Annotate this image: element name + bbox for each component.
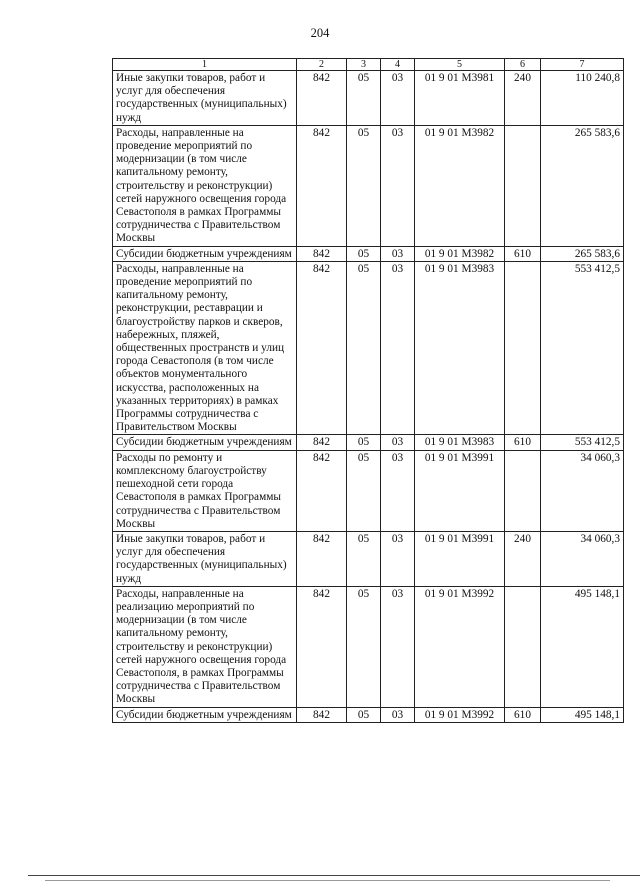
expense-name-cell: Иные закупки товаров, работ и услуг для обеспечения государственных (муниципальных) нужд xyxy=(113,71,297,126)
section-cell: 05 xyxy=(347,71,381,126)
section-cell: 05 xyxy=(347,707,381,722)
table-row xyxy=(113,531,624,586)
table-row xyxy=(113,450,624,531)
section-cell: 05 xyxy=(347,261,381,435)
section-cell: 05 xyxy=(347,125,381,246)
subsection-cell: 03 xyxy=(381,435,415,450)
expense-type-cell xyxy=(505,450,541,531)
ministry-code-cell: 842 xyxy=(297,707,347,722)
section-cell: 05 xyxy=(347,435,381,450)
expense-name-cell: Субсидии бюджетным учреждениям xyxy=(113,435,297,450)
subsection-cell: 03 xyxy=(381,246,415,261)
scan-edge-line xyxy=(45,880,610,881)
expense-name-cell: Расходы, направленные на проведение мероприятий по модернизации (в том числе капитальному ремонту, строительству и реконструкции) сетей наружного освещения города Севастополя в рамках Программы сотрудничества с Правительством Москвы xyxy=(113,125,297,246)
amount-cell: 34 060,3 xyxy=(541,450,624,531)
expense-name-cell: Субсидии бюджетным учреждениям xyxy=(113,707,297,722)
amount-cell: 495 148,1 xyxy=(541,586,624,707)
section-cell: 05 xyxy=(347,586,381,707)
column-header: 3 xyxy=(347,59,381,71)
target-article-cell: 01 9 01 М3991 xyxy=(415,531,505,586)
column-header: 4 xyxy=(381,59,415,71)
table-header-row xyxy=(113,59,624,71)
target-article-cell: 01 9 01 М3982 xyxy=(415,125,505,246)
subsection-cell: 03 xyxy=(381,707,415,722)
subsection-cell: 03 xyxy=(381,450,415,531)
target-article-cell: 01 9 01 М3983 xyxy=(415,435,505,450)
table-row xyxy=(113,71,624,126)
section-cell: 05 xyxy=(347,531,381,586)
amount-cell: 553 412,5 xyxy=(541,261,624,435)
subsection-cell: 03 xyxy=(381,531,415,586)
scan-edge-line xyxy=(28,875,640,876)
subsection-cell: 03 xyxy=(381,125,415,246)
column-header: 2 xyxy=(297,59,347,71)
expense-type-cell xyxy=(505,586,541,707)
expense-name-cell: Расходы, направленные на проведение мероприятий по капитальному ремонту, реконструкции, реставрации и благоустройству парков и скверов, набережных, пляжей, общественных пространств и улиц города Севастополя (в том числе объектов монументального искусства, расположенных на указанных территориях) в рамках Программы сотрудничества с Правительством Москвы xyxy=(113,261,297,435)
subsection-cell: 03 xyxy=(381,71,415,126)
ministry-code-cell: 842 xyxy=(297,586,347,707)
table-row xyxy=(113,246,624,261)
ministry-code-cell: 842 xyxy=(297,261,347,435)
target-article-cell: 01 9 01 М3981 xyxy=(415,71,505,126)
subsection-cell: 03 xyxy=(381,586,415,707)
expense-type-cell: 610 xyxy=(505,707,541,722)
target-article-cell: 01 9 01 М3991 xyxy=(415,450,505,531)
expense-type-cell: 610 xyxy=(505,435,541,450)
section-cell: 05 xyxy=(347,450,381,531)
budget-table xyxy=(112,58,624,723)
ministry-code-cell: 842 xyxy=(297,435,347,450)
table-row xyxy=(113,586,624,707)
amount-cell: 110 240,8 xyxy=(541,71,624,126)
ministry-code-cell: 842 xyxy=(297,71,347,126)
expense-type-cell: 610 xyxy=(505,246,541,261)
section-cell: 05 xyxy=(347,246,381,261)
amount-cell: 553 412,5 xyxy=(541,435,624,450)
expense-name-cell: Иные закупки товаров, работ и услуг для обеспечения государственных (муниципальных) нужд xyxy=(113,531,297,586)
expense-type-cell: 240 xyxy=(505,71,541,126)
column-header: 5 xyxy=(415,59,505,71)
expense-name-cell: Расходы, направленные на реализацию мероприятий по модернизации (в том числе капитальному ремонту, строительству и реконструкции) сетей наружного освещения города Севастополя, в рамках Программы сотрудничества с Правительством Москвы xyxy=(113,586,297,707)
amount-cell: 265 583,6 xyxy=(541,246,624,261)
expense-type-cell: 240 xyxy=(505,531,541,586)
amount-cell: 495 148,1 xyxy=(541,707,624,722)
expense-name-cell: Расходы по ремонту и комплексному благоустройству пешеходной сети города Севастополя в рамках Программы сотрудничества с Правительством Москвы xyxy=(113,450,297,531)
table-row xyxy=(113,125,624,246)
ministry-code-cell: 842 xyxy=(297,450,347,531)
expense-type-cell xyxy=(505,261,541,435)
column-header: 7 xyxy=(541,59,624,71)
column-header: 6 xyxy=(505,59,541,71)
column-header: 1 xyxy=(113,59,297,71)
subsection-cell: 03 xyxy=(381,261,415,435)
page-number: 204 xyxy=(310,26,330,40)
table-row xyxy=(113,261,624,435)
ministry-code-cell: 842 xyxy=(297,531,347,586)
ministry-code-cell: 842 xyxy=(297,246,347,261)
target-article-cell: 01 9 01 М3992 xyxy=(415,707,505,722)
amount-cell: 265 583,6 xyxy=(541,125,624,246)
table-row xyxy=(113,707,624,722)
target-article-cell: 01 9 01 М3983 xyxy=(415,261,505,435)
target-article-cell: 01 9 01 М3982 xyxy=(415,246,505,261)
target-article-cell: 01 9 01 М3992 xyxy=(415,586,505,707)
expense-type-cell xyxy=(505,125,541,246)
table-row xyxy=(113,435,624,450)
ministry-code-cell: 842 xyxy=(297,125,347,246)
expense-name-cell: Субсидии бюджетным учреждениям xyxy=(113,246,297,261)
amount-cell: 34 060,3 xyxy=(541,531,624,586)
